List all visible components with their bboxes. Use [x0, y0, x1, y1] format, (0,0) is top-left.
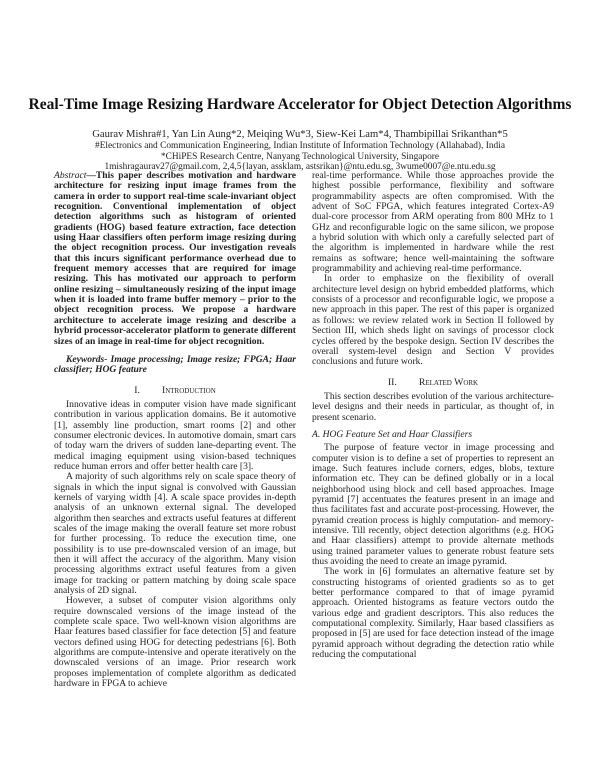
- authors: Gaurav Mishra#1, Yan Lin Aung*2, Meiqing Wu*3, Siew-Kei Lam*4, Thambipillai Srikanthan*5: [92, 129, 508, 140]
- paragraph: However, a subset of computer vision algorithms only require downscaled versions of the image instead of the complete scale space. Two well-known vision algorithms are Haar features based classifier for face detection [5] and feature vectors defined using HOG for detecting pedestrians [6]. Both algorithms are compute-intensive and operate iteratively on the downscaled versions of an image. Prior research work proposes implementation of complete algorithm as dedicated hardware in FPGA to achieve: [54, 595, 296, 690]
- paragraph: Innovative ideas in computer vision have made significant contribution in various application domains. Be it automotive [1], assembly line production, smart rooms [2] and other consumer electronic devices. In automotive domain, smart cars of today warn the drivers of sudden lane-departing event. The medical imaging equipment using vision-based techniques reduce human errors and offer better health care [3].: [54, 398, 296, 472]
- abstract-label: Abstract: [54, 170, 87, 181]
- author-block: [0, 129, 600, 173]
- right-column: [312, 171, 554, 660]
- section-heading-related-work: [312, 378, 554, 388]
- paper-title: Real-Time Image Resizing Hardware Accelerator for Object Detection Algorithms: [28, 96, 572, 113]
- section-title: Related Work: [418, 376, 479, 388]
- abstract-text: —This paper describes motivation and hardware architecture for resizing input image frames from the camera in order to support real-time scale-invariant object recognition. Conventional implementation of object detection algorithms such as histogram of oriented gradients (HOG) based feature extraction, face detection using Haar classifiers often perform image resizing during the object recognition process. Our investigation reveals that this incurs significant performance overhead due to frequent memory accesses that are required for image resizing. This has motivated our approach to perform online resizing – simultaneously resizing of the input image when it is loaded into frame buffer memory – prior to the object recognition process. We propose a hardware architecture to accelerate image resizing and describe a hybrid processor-accelerator platform to generate different sizes of an image in real-time for object recognition.: [54, 170, 296, 347]
- section-number: I.: [134, 384, 140, 396]
- author-emails: 1mishragaurav27@gmail.com, 2,4,5{layan, assklam, astsrikan}@ntu.edu.sg, 3wume0007@e.ntu.edu.sg: [104, 162, 496, 173]
- affiliation-1: #Electronics and Communication Engineering, Indian Institute of Information Technology (Allahabad), India: [95, 141, 505, 151]
- section-number: II.: [387, 376, 397, 388]
- paragraph: A majority of such algorithms rely on scale space theory of signals in which the input signal is convolved with Gaussian kernels of varying width [4]. A scale space provides in-depth analysis of an unknown external signal. The developed algorithm then searches and extracts useful features at different scales of the image making the overall feature set more robust for further processing. To reduce the execution time, one possibility is to use pre-downscaled version of an image, but then it will affect the accuracy of the algorithm. Many vision processing algorithms extract useful features from a given image for tracking or pattern matching by doing scale space analysis of 2D signal.: [54, 471, 296, 597]
- paragraph: In order to emphasize on the flexibility of overall architecture level design on hybrid embedded platforms, which consists of a processor and reconfigurable logic, we propose a new approach in this paper. The rest of this paper is organized as follows: we review related work in Section II followed by Section III, which sheds light on savings of processor clock cycles offered by the bespoke design. Section IV describes the overall system-level design and Section V provides conclusions and future work.: [312, 273, 554, 368]
- section-heading-introduction: [54, 386, 296, 396]
- paragraph: The work in [6] formulates an alternative feature set by constructing histograms of oriented gradients so as to get better performance compared to that of image pyramid approach. Oriented histograms as feature vectors outdo the various edge and gradient descriptors. This also reduces the computational complexity. Similarly, Haar based classifiers as proposed in [5] are used for face detection instead of the image pyramid approach without degrading the detection ratio while reducing the computational: [312, 566, 554, 661]
- subsection-heading: A. HOG Feature Set and Haar Classifiers: [312, 428, 473, 440]
- abstract: [54, 171, 296, 347]
- keywords: Keywords- Image processing; Image resize; FPGA; Haar classifier; HOG feature: [54, 353, 296, 376]
- section-title: Introduction: [161, 384, 216, 396]
- paragraph: The purpose of feature vector in image processing and computer vision is to define a set of properties to represent an image. Such features include corners, edges, blobs, texture information etc. They can be defined globally or in a local neighborhood using block and cell based approaches. Image pyramid [7] accentuates the features present in an image and thus facilitates fast and accurate post-processing. However, the pyramid creation process is highly computation- and memory-intensive. Till recently, object detection algorithms (e.g. HOG and Haar classifiers) attempt to provide alternate methods using trained parameter values to generate robust feature sets thus avoiding the need to create an image pyramid.: [312, 442, 554, 568]
- left-column: [54, 171, 296, 690]
- paragraph: This section describes evolution of the various architecture-level designs and their needs in particular, as thought of, in present scenario.: [312, 390, 554, 423]
- affiliation-2: *CHiPES Research Centre, Nanyang Technological University, Singapore: [160, 151, 440, 162]
- paragraph: real-time performance. While those approaches provide the highest possible performance, flexibility and software programmability aspects are often compromised. With the advent of SoC FPGA, which features integrated Cortex-A9 dual-core processor from ARM operating from 800 MHz to 1 GHz and reconfigurable logic on the same silicon, we propose a hybrid solution with which only a carefully selected part of the algorithm is implemented in hardware while the rest remains as software; hence well-maintaining the software programmability and achieving real-time performance.: [312, 170, 554, 275]
